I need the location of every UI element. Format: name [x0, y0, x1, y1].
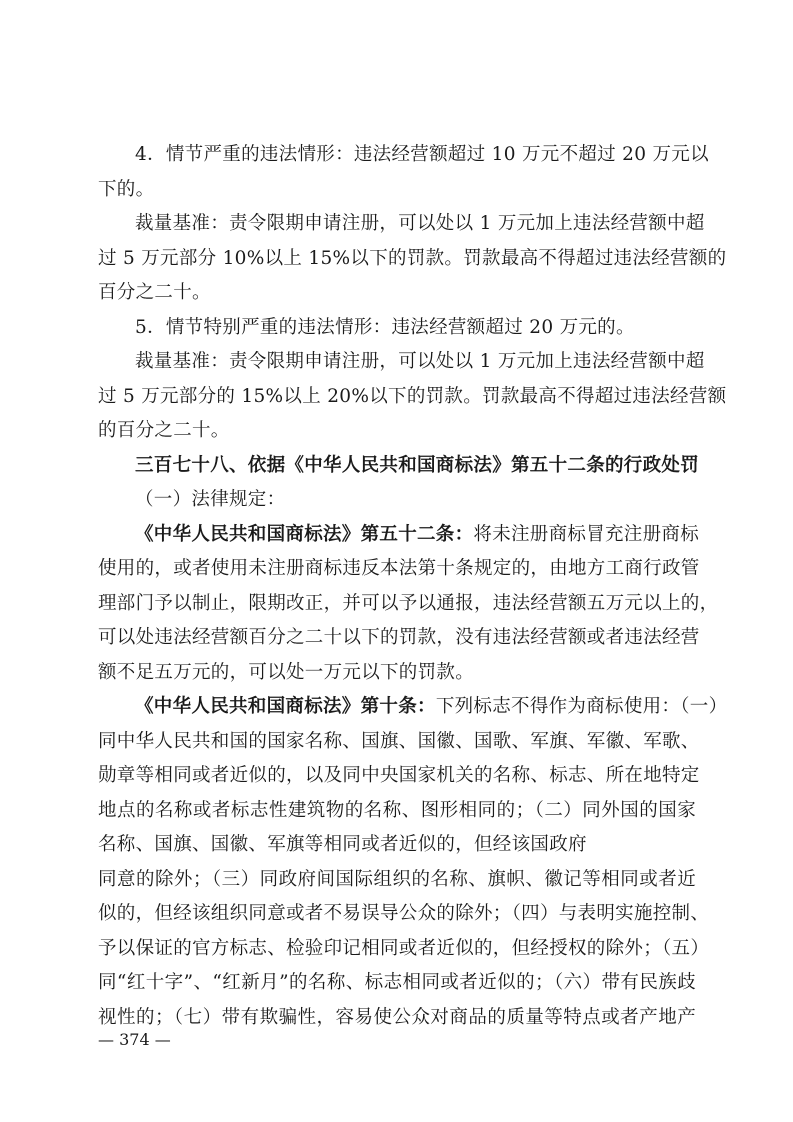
text-line: 视性的；（七）带有欺骗性，容易使公众对商品的质量等特点或者产地产 [98, 1006, 696, 1028]
text-line: 额不足五万元的，可以处一万元以下的罚款。 [98, 661, 475, 683]
article-10-first-line [98, 690, 728, 725]
text-line: 过 5 万元部分 10%以上 15%以下的罚款。罚款最高不得超过违法经营额的 [98, 247, 727, 269]
article-10-text: 下列标志不得作为商标使用：（一） [435, 696, 728, 717]
text-line: 似的，但经该组织同意或者不易误导公众的除外；（四）与表明实施控制、 [98, 903, 710, 924]
article-10-title: 《中华人民共和国商标法》第十条： [135, 696, 436, 717]
article-52-title: 《中华人民共和国商标法》第五十二条： [135, 523, 474, 545]
text-line: 同中华人民共和国的国家名称、国旗、国徽、国歌、军旗、军徽、军歌、 [98, 730, 700, 752]
text-line: 过 5 万元部分的 15%以上 20%以下的罚款。罚款最高不得超过违法经营额 [98, 385, 727, 407]
text-line: 同“红十字”、“红新月”的名称、标志相同或者近似的；（六）带有民族歧 [98, 972, 696, 993]
text-line: 地点的名称或者标志性建筑物的名称、图形相同的；（二）同外国的国家 [98, 799, 696, 821]
text-line: 勋章等相同或者近似的，以及同中央国家机关的名称、标志、所在地特定 [98, 765, 700, 786]
text-line: 同意的除外；（三）同政府间国际组织的名称、旗帜、徽记等相同或者近 [98, 868, 696, 890]
text-line: 予以保证的官方标志、检验印记相同或者近似的，但经授权的除外；（五） [98, 937, 710, 959]
section-heading: 三百七十八、依据《中华人民共和国商标法》第五十二条的行政处罚 [135, 454, 700, 476]
document-body [98, 138, 728, 1035]
text-line: 5．情节特别严重的违法情形：违法经营额超过 20 万元的。 [135, 316, 635, 338]
article-52-first-line [98, 518, 700, 553]
text-line: 百分之二十。 [98, 282, 211, 303]
text-line: 下的。 [98, 178, 155, 200]
page-number: — 374 — [98, 1030, 171, 1049]
subsection-heading: （一）法律规定： [135, 489, 286, 510]
text-line: 的百分之二十。 [98, 420, 230, 441]
article-52-text: 将未注册商标冒充注册商标 [473, 523, 700, 545]
text-line: 4．情节严重的违法情形：违法经营额超过 10 万元不超过 20 万元以 [135, 144, 709, 165]
text-line: 使用的，或者使用未注册商标违反本法第十条规定的，由地方工商行政管 [98, 558, 700, 579]
text-line: 裁量基准：责令限期申请注册，可以处以 1 万元加上违法经营额中超 [135, 213, 705, 234]
text-line: 名称、国旗、国徽、军旗等相同或者近似的，但经该国政府 [98, 834, 587, 855]
text-line: 可以处违法经营额百分之二十以下的罚款，没有违法经营额或者违法经营 [98, 627, 700, 648]
text-line: 理部门予以制止，限期改正，并可以予以通报，违法经营额五万元以上的， [98, 592, 719, 614]
text-line: 裁量基准：责令限期申请注册，可以处以 1 万元加上违法经营额中超 [135, 351, 705, 372]
